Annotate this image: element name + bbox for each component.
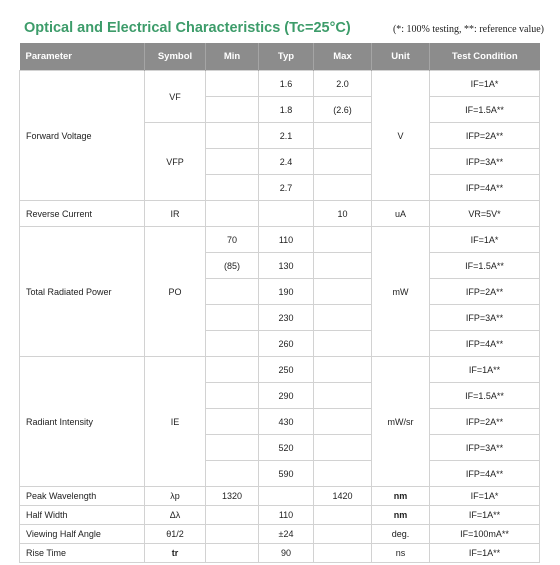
min-cell bbox=[206, 71, 259, 97]
min-cell bbox=[206, 461, 259, 487]
parameter-cell: Viewing Half Angle bbox=[20, 525, 145, 544]
condition-cell: IF=1A** bbox=[430, 506, 540, 525]
min-cell bbox=[206, 97, 259, 123]
typ-cell: 290 bbox=[259, 383, 314, 409]
max-cell bbox=[314, 123, 372, 149]
unit-cell: mW bbox=[372, 227, 430, 357]
max-cell: (2.6) bbox=[314, 97, 372, 123]
condition-cell: IFP=3A** bbox=[430, 149, 540, 175]
condition-cell: IFP=3A** bbox=[430, 435, 540, 461]
col-header-min: Min bbox=[206, 43, 259, 71]
symbol-cell: tr bbox=[145, 544, 206, 563]
symbol-cell: IE bbox=[145, 357, 206, 487]
condition-cell: IFP=4A** bbox=[430, 331, 540, 357]
typ-cell: 130 bbox=[259, 253, 314, 279]
col-header-unit: Unit bbox=[372, 43, 430, 71]
typ-cell: 1.6 bbox=[259, 71, 314, 97]
max-cell bbox=[314, 435, 372, 461]
condition-cell: IF=1.5A** bbox=[430, 383, 540, 409]
symbol-cell: VFP bbox=[145, 123, 206, 201]
condition-cell: IFP=2A** bbox=[430, 123, 540, 149]
max-cell bbox=[314, 544, 372, 563]
table-header-row bbox=[20, 43, 540, 71]
col-header-typ: Typ bbox=[259, 43, 314, 71]
max-cell bbox=[314, 149, 372, 175]
max-cell: 2.0 bbox=[314, 71, 372, 97]
min-cell bbox=[206, 435, 259, 461]
condition-cell: IF=1.5A** bbox=[430, 253, 540, 279]
condition-cell: IF=1A* bbox=[430, 487, 540, 506]
typ-cell: 1.8 bbox=[259, 97, 314, 123]
typ-cell: 520 bbox=[259, 435, 314, 461]
condition-cell: IFP=4A** bbox=[430, 175, 540, 201]
condition-cell: IFP=2A** bbox=[430, 409, 540, 435]
min-cell bbox=[206, 175, 259, 201]
typ-cell: 90 bbox=[259, 544, 314, 563]
max-cell bbox=[314, 175, 372, 201]
table-row bbox=[20, 525, 540, 544]
typ-cell: 260 bbox=[259, 331, 314, 357]
max-cell bbox=[314, 506, 372, 525]
condition-cell: IF=1.5A** bbox=[430, 97, 540, 123]
col-header-test-condition: Test Condition bbox=[430, 43, 540, 71]
max-cell bbox=[314, 227, 372, 253]
col-header-symbol: Symbol bbox=[145, 43, 206, 71]
max-cell bbox=[314, 253, 372, 279]
parameter-cell: Half Width bbox=[20, 506, 145, 525]
symbol-cell: VF bbox=[145, 71, 206, 123]
unit-cell: V bbox=[372, 71, 430, 201]
col-header-max: Max bbox=[314, 43, 372, 71]
max-cell bbox=[314, 525, 372, 544]
max-cell bbox=[314, 331, 372, 357]
min-cell: 70 bbox=[206, 227, 259, 253]
min-cell bbox=[206, 409, 259, 435]
max-cell bbox=[314, 461, 372, 487]
condition-cell: VR=5V* bbox=[430, 201, 540, 227]
header bbox=[0, 0, 560, 38]
typ-cell: 2.4 bbox=[259, 149, 314, 175]
unit-cell: nm bbox=[372, 506, 430, 525]
parameter-cell: Total Radiated Power bbox=[20, 227, 145, 357]
min-cell bbox=[206, 383, 259, 409]
max-cell bbox=[314, 409, 372, 435]
typ-cell: 190 bbox=[259, 279, 314, 305]
max-cell bbox=[314, 279, 372, 305]
max-cell bbox=[314, 357, 372, 383]
parameter-cell: Peak Wavelength bbox=[20, 487, 145, 506]
typ-cell: 250 bbox=[259, 357, 314, 383]
typ-cell: 2.1 bbox=[259, 123, 314, 149]
table-row bbox=[20, 201, 540, 227]
parameter-cell: Forward Voltage bbox=[20, 71, 145, 201]
condition-cell: IF=1A* bbox=[430, 227, 540, 253]
symbol-cell: PO bbox=[145, 227, 206, 357]
min-cell: (85) bbox=[206, 253, 259, 279]
typ-cell: 590 bbox=[259, 461, 314, 487]
symbol-cell: λp bbox=[145, 487, 206, 506]
condition-cell: IF=1A* bbox=[430, 71, 540, 97]
max-cell bbox=[314, 383, 372, 409]
max-cell bbox=[314, 305, 372, 331]
condition-cell: IFP=2A** bbox=[430, 279, 540, 305]
max-cell: 10 bbox=[314, 201, 372, 227]
symbol-cell: θ1/2 bbox=[145, 525, 206, 544]
max-cell: 1420 bbox=[314, 487, 372, 506]
typ-cell: 2.7 bbox=[259, 175, 314, 201]
typ-cell: ±24 bbox=[259, 525, 314, 544]
typ-cell: 110 bbox=[259, 227, 314, 253]
table-row bbox=[20, 227, 540, 253]
min-cell bbox=[206, 525, 259, 544]
typ-cell bbox=[259, 201, 314, 227]
condition-cell: IF=1A** bbox=[430, 544, 540, 563]
min-cell bbox=[206, 201, 259, 227]
table-row bbox=[20, 357, 540, 383]
col-header-parameter: Parameter bbox=[20, 43, 145, 71]
unit-cell: ns bbox=[372, 544, 430, 563]
unit-cell: mW/sr bbox=[372, 357, 430, 487]
condition-cell: IFP=4A** bbox=[430, 461, 540, 487]
min-cell: 1320 bbox=[206, 487, 259, 506]
symbol-cell: IR bbox=[145, 201, 206, 227]
symbol-cell: Δλ bbox=[145, 506, 206, 525]
typ-cell: 110 bbox=[259, 506, 314, 525]
min-cell bbox=[206, 331, 259, 357]
unit-cell: uA bbox=[372, 201, 430, 227]
table-row bbox=[20, 506, 540, 525]
min-cell bbox=[206, 506, 259, 525]
typ-cell bbox=[259, 487, 314, 506]
condition-cell: IF=100mA** bbox=[430, 525, 540, 544]
unit-cell: nm bbox=[372, 487, 430, 506]
min-cell bbox=[206, 305, 259, 331]
condition-cell: IF=1A** bbox=[430, 357, 540, 383]
parameter-cell: Reverse Current bbox=[20, 201, 145, 227]
parameter-cell: Rise Time bbox=[20, 544, 145, 563]
typ-cell: 430 bbox=[259, 409, 314, 435]
characteristics-table bbox=[19, 43, 540, 563]
condition-cell: IFP=3A** bbox=[430, 305, 540, 331]
testing-note: (*: 100% testing, **: reference value) bbox=[392, 24, 544, 35]
min-cell bbox=[206, 123, 259, 149]
table-row bbox=[20, 544, 540, 563]
table-row bbox=[20, 71, 540, 97]
unit-cell: deg. bbox=[372, 525, 430, 544]
min-cell bbox=[206, 544, 259, 563]
table-row bbox=[20, 487, 540, 506]
min-cell bbox=[206, 357, 259, 383]
parameter-cell: Radiant Intensity bbox=[20, 357, 145, 487]
page-title: Optical and Electrical Characteristics (Tc=25°C) bbox=[24, 20, 351, 36]
min-cell bbox=[206, 279, 259, 305]
typ-cell: 230 bbox=[259, 305, 314, 331]
min-cell bbox=[206, 149, 259, 175]
